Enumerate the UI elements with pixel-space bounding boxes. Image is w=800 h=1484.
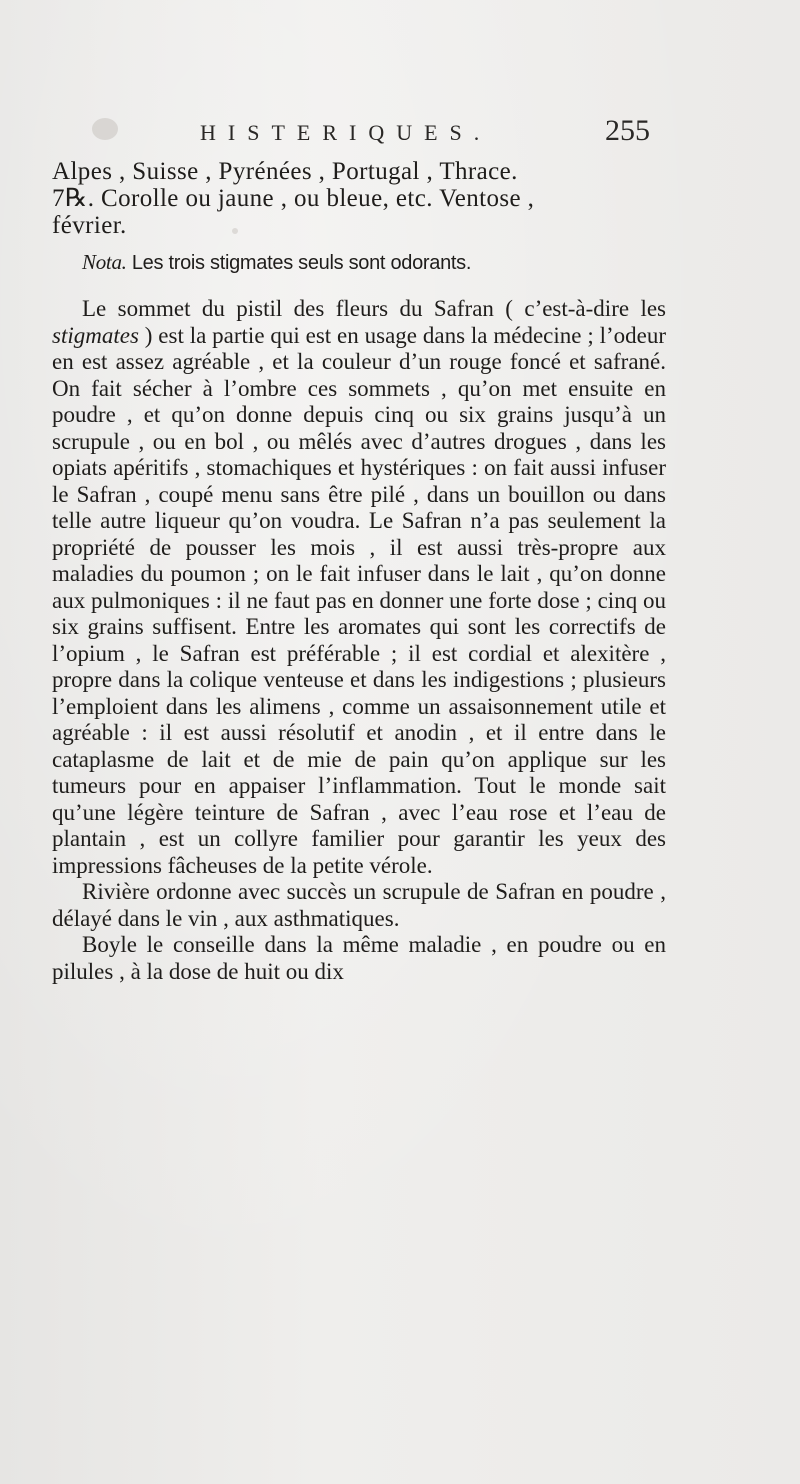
paragraph1-start: Le sommet du pistil des fleurs du Safran ( c’est-à-dire les <box>82 296 666 321</box>
paper-stain <box>92 118 118 140</box>
nota-note <box>52 249 666 276</box>
entry-line-2: 7℞. Corolle ou jaune , ou bleue, etc. Ventose , <box>52 185 535 212</box>
nota-label: Nota. <box>82 250 127 274</box>
paragraph1-emphasis: stigmates <box>52 322 139 348</box>
text-body <box>52 158 666 985</box>
running-head: HISTERIQUES. <box>200 120 492 145</box>
paragraph-riviere: Rivière ordonne avec succès un scrupule de Safran en poudre , délayé dans le vin , aux asthmatiques. <box>52 879 666 931</box>
paragraph-boyle: Boyle le conseille dans la même maladie , en poudre ou en pilules , à la dose de huit ou dix <box>52 932 666 984</box>
entry-line-3: février. <box>52 212 127 239</box>
paragraph1-rest: ) est la partie qui est en usage dans la médecine ; l’odeur en est assez agréable , et la couleur d’un rouge foncé et safrané. On fait sécher à l’ombre ces sommets , qu’on met ensuite en poudre , et qu’on donne depuis cinq ou six grains jusqu’à un scrupule , ou en bol , ou mêlés avec d’autres drogues , dans les opiats apéritifs , stomachiques et hystériques : on fait aussi infuser le Safran , coupé menu sans être pilé , dans un bouillon ou dans telle autre liqueur qu’on voudra. Le Safran n’a pas seulement la propriété de pousser les mois , il est aussi très-propre aux maladies du poumon ; on le fait infuser dans le lait , qu’on donne aux pulmoniques : il ne faut pas en donner une forte dose ; cinq ou six grains suffisent. Entre les aromates qui sont les correctifs de l’opium , le Safran est préférable ; il est cordial et alexitère , propre dans la colique venteuse et dans les indigestions ; plusieurs l’emploient dans les alimens , comme un assaisonnement utile et agréable : il est aussi résolutif et anodin , et il entre dans le cataplasme de lait et de mie de pain qu’on applique sur les tumeurs pour en appaiser l’inflammation. Tout le monde sait qu’une légère teinture de Safran , avec l’eau rose et l’eau de plantain , est un collyre familier pour garantir les yeux des impressions fâcheuses de la petite vérole. <box>52 322 667 878</box>
nota-text: Les trois stigmates seuls sont odorants. <box>131 252 472 274</box>
page-number: 255 <box>605 114 650 147</box>
paragraph-safran-uses <box>52 296 666 879</box>
entry-locality-line <box>52 158 666 239</box>
entry-line-1: Alpes , Suisse , Pyrénées , Portugal , Thrace. <box>52 158 518 185</box>
page-header <box>200 114 650 160</box>
